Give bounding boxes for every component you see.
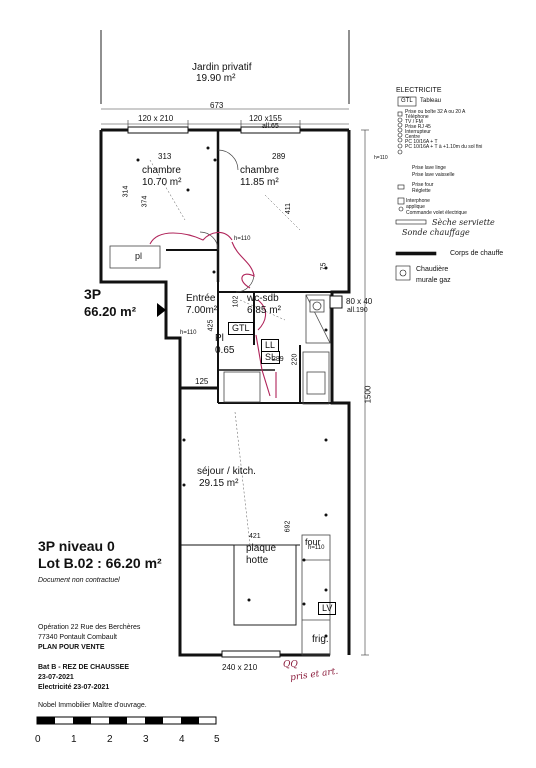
dim-alcove: 80 x 40: [346, 297, 373, 306]
room-wc-area: 6.85 m²: [247, 305, 281, 316]
dim-room-left: 313: [158, 152, 172, 161]
dim-bottom-window: 240 x 210: [222, 663, 258, 672]
dim-h110-b: h=110: [180, 330, 197, 336]
legend-item: PC 10/16A + T à +1.10m du sol fini: [405, 144, 483, 150]
legend-item: PC 10/16A + T: [405, 139, 438, 145]
legend-item: Interrupteur: [405, 129, 431, 135]
title-niveau: 3P niveau 0: [38, 538, 115, 554]
building-level: Bat B - REZ DE CHAUSSEE: [38, 664, 130, 671]
note-non-contractuel: Document non contractuel: [38, 577, 120, 584]
four-label: four: [305, 537, 321, 547]
room-chambre-2-area: 11.85 m²: [240, 177, 279, 188]
legend-chaudiere-1: Chaudière: [416, 266, 449, 273]
lv-socket: LV: [318, 602, 336, 615]
apartment-type: 3P: [84, 286, 102, 302]
legend-volet: Commande volet électrique: [406, 210, 467, 216]
walls: [101, 130, 349, 655]
room-chambre-1-area: 10.70 m²: [142, 177, 182, 188]
dim-window-left: 120 x 210: [138, 114, 174, 123]
room-pl-small-area: 0.65: [215, 345, 235, 356]
outlets: [137, 147, 328, 638]
handwritten-corner: QQ: [283, 660, 298, 670]
scale-bar: [37, 717, 216, 724]
legend-four: Prise four: [412, 182, 434, 188]
legend-lv: Prise lave vaisselle: [412, 172, 455, 178]
legend-gtl-text: Tableau: [420, 98, 442, 104]
legend-applique: applique: [406, 204, 425, 210]
plaque-label: plaque: [246, 543, 277, 554]
legend-interphone: Interphone: [406, 198, 430, 204]
dim-220: 220: [291, 353, 299, 366]
dim-289b: 289: [272, 356, 284, 363]
apartment-area: 66.20 m²: [84, 304, 137, 319]
scale-label-0: 0: [35, 734, 41, 745]
hotte-label: hotte: [246, 555, 269, 566]
room-entree-area: 7.00m²: [186, 305, 218, 316]
legend-item: Téléphone: [405, 114, 429, 120]
plan-date: 23-07-2021: [38, 674, 74, 681]
dim-alcove-sub: all.190: [347, 307, 368, 314]
frig-label: frig.: [312, 634, 329, 645]
legend-gtl-tag: GTL: [401, 98, 413, 104]
legend-reglette: Réglette: [412, 188, 431, 194]
operation-line-1: Opération 22 Rue des Berchères: [38, 624, 141, 631]
legend-ll: Prise lave linge: [412, 165, 446, 171]
room-pl-bedroom: pl: [135, 251, 143, 261]
windows: [128, 127, 300, 657]
dim-window-right-sub: all.65: [262, 123, 279, 130]
sl-socket: SL: [261, 351, 280, 364]
room-sejour-name: séjour / kitch.: [197, 466, 256, 477]
scale-label-1: 1: [71, 734, 77, 745]
gtl-box: GTL: [228, 322, 254, 335]
dim-room-right: 289: [272, 152, 286, 161]
title-lot: Lot B.02 : 66.20 m²: [38, 555, 162, 571]
dim-314: 314: [122, 185, 130, 198]
dim-h110-c: h=110: [308, 545, 325, 551]
dim-window-right: 120 x155: [249, 114, 282, 123]
owner-line: Nobel Immobilier Maître d'ouvrage.: [38, 702, 147, 709]
garden-label: Jardin privatif: [192, 62, 252, 73]
electricity-date: Electricité 23-07-2021: [38, 684, 110, 691]
dim-411: 411: [285, 202, 293, 215]
boiler: [330, 296, 342, 308]
legend-chaudiere-2: murale gaz: [416, 277, 451, 284]
dim-374: 374: [141, 195, 149, 208]
legend-title: ELECTRICITE: [396, 87, 442, 94]
room-pl-small-name: Pl: [215, 333, 224, 344]
scale-label-4: 4: [179, 734, 185, 745]
room-chambre-1-name: chambre: [142, 165, 181, 176]
legend-item: TV / FM: [405, 119, 423, 125]
legend-seche: Sèche serviette: [432, 218, 495, 227]
room-wc-name: wc-sdb: [247, 293, 279, 304]
dim-692: 692: [284, 520, 292, 533]
legend-h110: h=110: [374, 155, 388, 161]
dim-425: 425: [207, 319, 215, 332]
scale-label-3: 3: [143, 734, 149, 745]
legend-sonde: Sonde chauffage: [402, 228, 470, 237]
handwritten-note: pris et art.: [289, 666, 339, 684]
legend-item: Prise RJ 45: [405, 124, 431, 130]
shower: [306, 295, 330, 343]
operation-line-3: PLAN POUR VENTE: [38, 644, 105, 651]
garden-area: 19.90 m²: [196, 73, 236, 84]
legend-corps: Corps de chauffe: [450, 250, 504, 257]
kitchen-counter: [224, 352, 330, 655]
dim-125: 125: [195, 377, 209, 386]
operation-line-2: 77340 Pontault Combault: [38, 634, 117, 641]
dim-75: 75: [320, 262, 328, 271]
room-chambre-2-name: chambre: [240, 165, 279, 176]
dim-total-width: 673: [210, 101, 224, 110]
legend-item: Centre: [405, 134, 421, 140]
scale-label-5: 5: [214, 734, 220, 745]
legend-item: Prise ou boîte 32 A ou 20 A: [405, 109, 466, 115]
room-entree-name: Entrée: [186, 293, 216, 304]
legend-items: [405, 110, 482, 150]
dim-1500: 1500: [363, 385, 373, 404]
room-sejour-area: 29.15 m²: [199, 478, 239, 489]
dim-421: 421: [249, 533, 261, 540]
dim-h110-a: h=110: [234, 236, 251, 242]
dim-102: 102: [232, 295, 240, 308]
ll-socket: LL: [261, 339, 279, 352]
scale-label-2: 2: [107, 734, 113, 745]
